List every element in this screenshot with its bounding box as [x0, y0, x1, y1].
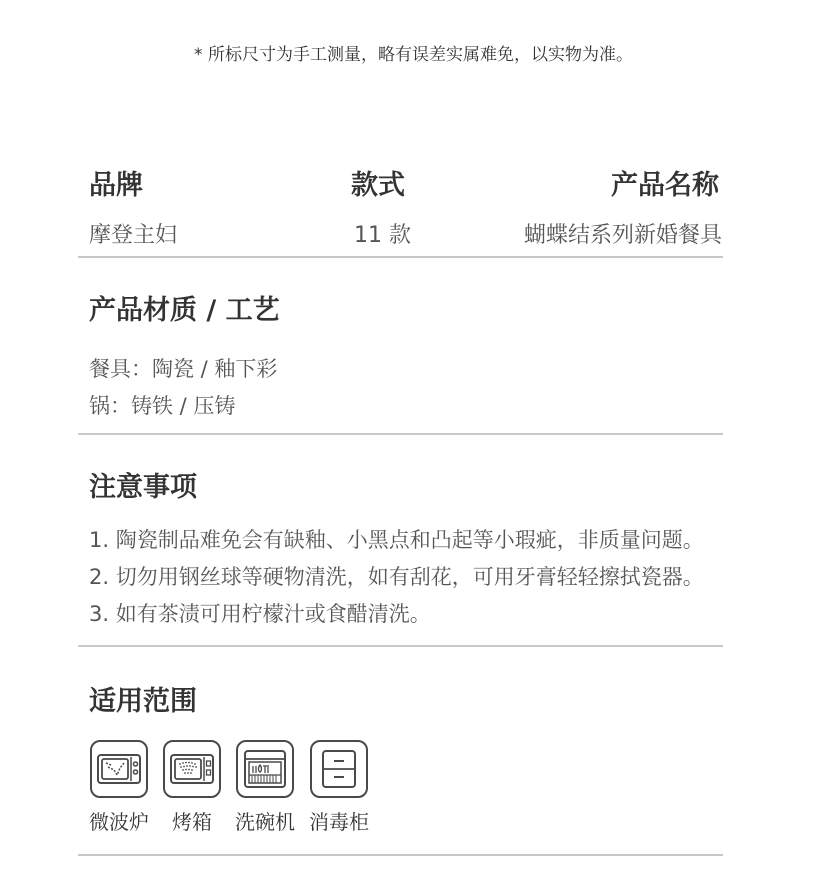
- style-title: 款式: [351, 170, 405, 201]
- oven-icon: [163, 740, 221, 798]
- notice-item: 3. 如有茶渍可用柠檬汁或食醋清洗。: [89, 602, 431, 626]
- divider: [78, 854, 723, 856]
- material-line: 餐具：陶瓷 / 釉下彩: [89, 357, 278, 381]
- style-value: 11 款: [354, 223, 411, 248]
- usage-item-oven: [163, 740, 221, 835]
- usage-item-sterilizer: [309, 740, 369, 835]
- usage-label: 微波炉: [89, 810, 149, 834]
- product-name-title: 产品名称: [611, 170, 719, 201]
- usage-label: 烤箱: [172, 810, 212, 834]
- brand-title: 品牌: [89, 170, 143, 201]
- product-name-value: 蝴蝶结系列新婚餐具: [523, 223, 722, 248]
- divider: [78, 256, 723, 258]
- brand-value: 摩登主妇: [89, 223, 178, 248]
- microwave-icon: [90, 740, 148, 798]
- sterilizer-cabinet-icon: [310, 740, 368, 798]
- usage-label: 洗碗机: [235, 810, 295, 834]
- usage-section: [89, 679, 723, 718]
- usage-item-microwave: [89, 740, 149, 835]
- notice-item: 1. 陶瓷制品难免会有缺釉、小黑点和凸起等小瑕疵，非质量问题。: [89, 528, 704, 552]
- notice-heading: 注意事项: [89, 472, 197, 503]
- usage-icons: [89, 740, 383, 835]
- notice-item: 2. 切勿用钢丝球等硬物清洗，如有刮花，可用牙膏轻轻擦拭瓷器。: [89, 565, 704, 589]
- material-heading: 产品材质 / 工艺: [89, 295, 280, 326]
- usage-item-dishwasher: [235, 740, 295, 835]
- measurement-note: * 所标尺寸为手工测量，略有误差实属难免，以实物为准。: [194, 45, 633, 65]
- material-line: 锅：铸铁 / 压铸: [89, 394, 236, 418]
- usage-heading: 适用范围: [89, 686, 197, 717]
- usage-label: 消毒柜: [309, 810, 369, 834]
- divider: [78, 433, 723, 435]
- notice-section: [89, 465, 723, 633]
- dishwasher-icon: [236, 740, 294, 798]
- material-section: [89, 288, 723, 425]
- divider: [78, 645, 723, 647]
